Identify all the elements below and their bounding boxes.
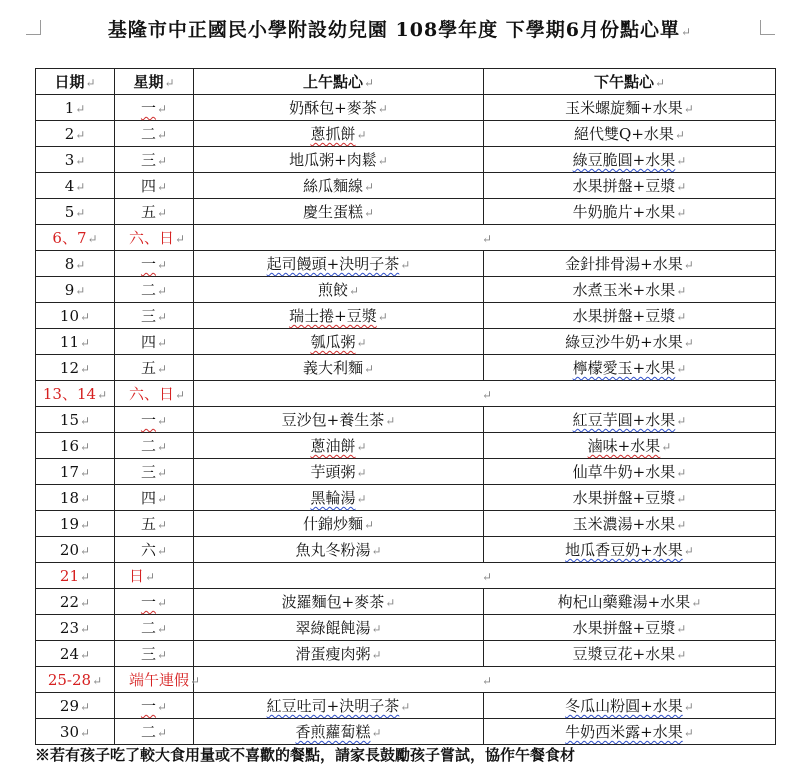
paragraph-mark-icon: ↵: [156, 206, 168, 220]
cell-weekday: 一↵: [115, 407, 194, 433]
cell-morning-snack: 波羅麵包+麥茶↵: [194, 589, 484, 615]
paragraph-mark-icon: ↵: [156, 726, 168, 740]
holiday-row: [36, 667, 776, 693]
paragraph-mark-icon: ↵: [80, 439, 91, 454]
table-row: [36, 199, 776, 225]
cell-weekday: 一↵: [115, 95, 194, 121]
paragraph-mark-icon: ↵: [156, 700, 168, 714]
cell-morning-snack: 瓠瓜粥↵: [194, 329, 484, 355]
paragraph-mark-icon: ↵: [348, 284, 360, 298]
cell-weekday: 三↵: [115, 641, 194, 667]
paragraph-mark-icon: ↵: [676, 466, 687, 480]
paragraph-mark-icon: ↵: [156, 466, 168, 480]
paragraph-mark-icon: ↵: [75, 153, 86, 168]
cell-morning-snack: 魚丸冬粉湯↵: [194, 537, 484, 563]
cell-afternoon-snack: 豆漿豆花+水果↵: [484, 641, 776, 667]
paragraph-mark-icon: ↵: [674, 128, 685, 142]
cell-date: 29↵: [36, 693, 115, 719]
cell-afternoon-snack: 玉米濃湯+水果↵: [484, 511, 776, 537]
paragraph-mark-icon: ↵: [676, 362, 687, 376]
footer-note: ※若有孩子吃了較大食用量或不喜歡的餐點，請家長鼓勵孩子嘗試，協作午餐食材: [35, 744, 775, 765]
paragraph-mark-icon: ↵: [683, 336, 694, 350]
cell-morning-snack: 煎餃↵: [194, 277, 484, 303]
cell-date: 2↵: [36, 121, 115, 147]
cell-afternoon-snack: 玉米螺旋麵+水果↵: [484, 95, 776, 121]
cell-weekday: 二↵: [115, 277, 194, 303]
cell-morning-snack: 義大利麵↵: [194, 355, 484, 381]
cell-afternoon-snack: 絕代雙Q+水果↵: [484, 121, 776, 147]
cell-holiday-blank: [194, 667, 776, 693]
paragraph-mark-icon: ↵: [80, 335, 91, 350]
paragraph-mark-icon: ↵: [75, 179, 86, 194]
paragraph-mark-icon: ↵: [156, 622, 168, 636]
cell-morning-snack: 芋頭粥↵: [194, 459, 484, 485]
table-row: [36, 641, 776, 667]
table-row: [36, 303, 776, 329]
cell-date: 18↵: [36, 485, 115, 511]
paragraph-mark-icon: ↵: [80, 361, 91, 376]
paragraph-mark-icon: ↵: [80, 569, 91, 584]
table-row: [36, 511, 776, 537]
cell-holiday-blank: [194, 381, 776, 407]
paragraph-mark-icon: ↵: [691, 596, 702, 610]
paragraph-mark-icon: ↵: [363, 180, 375, 194]
header-date: 日期↵: [36, 69, 115, 95]
paragraph-mark-icon: ↵: [75, 127, 86, 142]
cell-afternoon-snack: 檸檬愛玉+水果↵: [484, 355, 776, 381]
cell-weekday: 日↵: [115, 563, 194, 589]
cell-date: 10↵: [36, 303, 115, 329]
paragraph-mark-icon: ↵: [175, 388, 186, 402]
cell-afternoon-snack: 綠豆沙牛奶+水果↵: [484, 329, 776, 355]
paragraph-mark-icon: ↵: [80, 621, 91, 636]
cell-date: 22↵: [36, 589, 115, 615]
cell-afternoon-snack: 枸杞山藥雞湯+水果↵: [484, 589, 776, 615]
cell-afternoon-snack: 牛奶西米露+水果↵: [484, 719, 776, 745]
paragraph-mark-icon: ↵: [156, 362, 168, 376]
paragraph-mark-icon: ↵: [482, 387, 493, 402]
cell-weekday: 二↵: [115, 615, 194, 641]
cell-morning-snack: 香煎蘿蔔糕↵: [194, 719, 484, 745]
cell-weekday: 三↵: [115, 147, 194, 173]
cell-date: 12↵: [36, 355, 115, 381]
cell-weekday: 二↵: [115, 719, 194, 745]
paragraph-mark-icon: ↵: [363, 518, 375, 532]
cell-morning-snack: 黑輪湯↵: [194, 485, 484, 511]
cell-weekday: 五↵: [115, 511, 194, 537]
paragraph-mark-icon: ↵: [683, 544, 694, 558]
cell-afternoon-snack: 紅豆芋圓+水果↵: [484, 407, 776, 433]
cell-weekday: 一↵: [115, 589, 194, 615]
cell-date: 17↵: [36, 459, 115, 485]
paragraph-mark-icon: ↵: [80, 465, 91, 480]
cell-date: 9↵: [36, 277, 115, 303]
holiday-row: [36, 381, 776, 407]
paragraph-mark-icon: ↵: [156, 440, 168, 454]
cell-weekday: 六、日↵: [115, 381, 194, 407]
paragraph-mark-icon: ↵: [676, 206, 687, 220]
paragraph-mark-icon: ↵: [80, 309, 91, 324]
paragraph-mark-icon: ↵: [676, 180, 687, 194]
paragraph-mark-icon: ↵: [156, 336, 168, 350]
paragraph-mark-icon: ↵: [676, 154, 687, 168]
paragraph-mark-icon: ↵: [75, 205, 86, 220]
cell-afternoon-snack: 水果拼盤+豆漿↵: [484, 303, 776, 329]
paragraph-mark-icon: ↵: [80, 491, 91, 506]
paragraph-mark-icon: ↵: [80, 725, 91, 740]
paragraph-mark-icon: ↵: [482, 231, 493, 246]
cell-morning-snack: 絲瓜麵線↵: [194, 173, 484, 199]
cell-weekday: 三↵: [115, 303, 194, 329]
paragraph-mark-icon: ↵: [661, 440, 672, 454]
cell-morning-snack: 翠綠餛飩湯↵: [194, 615, 484, 641]
paragraph-mark-icon: ↵: [87, 232, 98, 246]
paragraph-mark-icon: ↵: [156, 180, 168, 194]
paragraph-mark-icon: ↵: [156, 258, 168, 272]
cell-date: 15↵: [36, 407, 115, 433]
table-row: [36, 459, 776, 485]
cell-morning-snack: 滑蛋瘦肉粥↵: [194, 641, 484, 667]
paragraph-mark-icon: ↵: [676, 414, 687, 428]
paragraph-mark-icon: ↵: [190, 674, 201, 688]
cell-afternoon-snack: 仙草牛奶+水果↵: [484, 459, 776, 485]
paragraph-mark-icon: ↵: [676, 648, 687, 662]
paragraph-mark-icon: ↵: [97, 388, 108, 402]
paragraph-mark-icon: ↵: [156, 310, 168, 324]
cell-weekday: 六、日↵: [115, 225, 194, 251]
paragraph-mark-icon: ↵: [400, 258, 411, 272]
cell-weekday: 一↵: [115, 251, 194, 277]
table-row: [36, 719, 776, 745]
cell-date: 20↵: [36, 537, 115, 563]
cell-weekday: 二↵: [115, 121, 194, 147]
table-row: [36, 251, 776, 277]
cell-morning-snack: 蔥抓餅↵: [194, 121, 484, 147]
paragraph-mark-icon: ↵: [371, 726, 382, 740]
table-row: [36, 589, 776, 615]
cell-afternoon-snack: 冬瓜山粉圓+水果↵: [484, 693, 776, 719]
table-row: [36, 407, 776, 433]
paragraph-mark-icon: ↵: [356, 492, 367, 506]
table-row: [36, 121, 776, 147]
paragraph-mark-icon: ↵: [683, 102, 694, 116]
cell-morning-snack: 豆沙包+養生茶↵: [194, 407, 484, 433]
holiday-row: [36, 563, 776, 589]
paragraph-mark-icon: ↵: [676, 492, 687, 506]
paragraph-mark-icon: ↵: [356, 466, 367, 480]
cell-weekday: 四↵: [115, 485, 194, 511]
table-row: [36, 147, 776, 173]
table-row: [36, 693, 776, 719]
paragraph-mark-icon: ↵: [482, 569, 493, 584]
cell-date: 11↵: [36, 329, 115, 355]
cell-weekday: 五↵: [115, 199, 194, 225]
paragraph-mark-icon: ↵: [676, 284, 687, 298]
holiday-row: [36, 225, 776, 251]
paragraph-mark-icon: ↵: [156, 492, 168, 506]
paragraph-mark-icon: ↵: [75, 257, 86, 272]
cell-morning-snack: 起司饅頭+決明子茶↵: [194, 251, 484, 277]
paragraph-mark-icon: ↵: [371, 622, 382, 636]
table-row: [36, 537, 776, 563]
paragraph-mark-icon: ↵: [156, 518, 168, 532]
paragraph-mark-icon: ↵: [377, 102, 388, 116]
cell-morning-snack: 蔥油餅↵: [194, 433, 484, 459]
paragraph-mark-icon: ↵: [385, 414, 396, 428]
snack-menu-table: [35, 68, 776, 745]
paragraph-mark-icon: ↵: [156, 284, 168, 298]
cell-date: 24↵: [36, 641, 115, 667]
cell-weekday: 五↵: [115, 355, 194, 381]
cell-afternoon-snack: 水果拼盤+豆漿↵: [484, 173, 776, 199]
cell-afternoon-snack: 綠豆脆圓+水果↵: [484, 147, 776, 173]
paragraph-mark-icon: ↵: [676, 518, 687, 532]
paragraph-mark-icon: ↵: [363, 206, 375, 220]
paragraph-mark-icon: ↵: [377, 310, 388, 324]
header-weekday: 星期↵: [115, 69, 194, 95]
paragraph-mark-icon: ↵: [683, 258, 694, 272]
paragraph-mark-icon: ↵: [80, 413, 91, 428]
cell-morning-snack: 奶酥包+麥茶↵: [194, 95, 484, 121]
table-row: [36, 355, 776, 381]
paragraph-mark-icon: ↵: [80, 517, 91, 532]
document-title-text: 基隆市中正國民小學附設幼兒園 108學年度 下學期6月份點心單: [107, 19, 681, 41]
paragraph-mark-icon: ↵: [156, 544, 168, 558]
cell-date: 19↵: [36, 511, 115, 537]
paragraph-mark-icon: ↵: [80, 647, 91, 662]
cell-holiday-blank: [194, 563, 776, 589]
table-body: [36, 95, 776, 745]
cell-date: 5↵: [36, 199, 115, 225]
paragraph-mark-icon: ↵: [156, 154, 168, 168]
cell-morning-snack: 什錦炒麵↵: [194, 511, 484, 537]
cell-afternoon-snack: 金針排骨湯+水果↵: [484, 251, 776, 277]
paragraph-mark-icon: ↵: [676, 622, 687, 636]
cell-afternoon-snack: 水煮玉米+水果↵: [484, 277, 776, 303]
paragraph-mark-icon: ↵: [156, 596, 168, 610]
table-row: [36, 485, 776, 511]
paragraph-mark-icon: ↵: [683, 700, 694, 714]
cell-date: 25-28↵: [36, 667, 115, 693]
paragraph-mark-icon: ↵: [75, 101, 86, 116]
cell-morning-snack: 瑞士捲+豆漿↵: [194, 303, 484, 329]
cell-date: 21↵: [36, 563, 115, 589]
paragraph-mark-icon: ↵: [356, 440, 367, 454]
cell-afternoon-snack: 水果拼盤+豆漿↵: [484, 615, 776, 641]
paragraph-mark-icon: ↵: [681, 25, 693, 39]
cell-holiday-blank: [194, 225, 776, 251]
cell-afternoon-snack: 牛奶脆片+水果↵: [484, 199, 776, 225]
cell-afternoon-snack: 滷味+水果↵: [484, 433, 776, 459]
cell-date: 4↵: [36, 173, 115, 199]
cell-weekday: 一↵: [115, 693, 194, 719]
paragraph-mark-icon: ↵: [156, 648, 168, 662]
table-row: [36, 173, 776, 199]
paragraph-mark-icon: ↵: [80, 699, 91, 714]
cell-date: 13、14↵: [36, 381, 115, 407]
paragraph-mark-icon: ↵: [80, 595, 91, 610]
paragraph-mark-icon: ↵: [371, 544, 382, 558]
paragraph-mark-icon: ↵: [75, 283, 86, 298]
cell-weekday: 六↵: [115, 537, 194, 563]
paragraph-mark-icon: ↵: [156, 128, 168, 142]
cell-weekday: 三↵: [115, 459, 194, 485]
cell-date: 6、7↵: [36, 225, 115, 251]
table-row: [36, 615, 776, 641]
header-morning-snack: 上午點心↵: [194, 69, 484, 95]
cell-date: 8↵: [36, 251, 115, 277]
paragraph-mark-icon: ↵: [482, 673, 493, 688]
cell-morning-snack: 慶生蛋糕↵: [194, 199, 484, 225]
cell-date: 16↵: [36, 433, 115, 459]
table-row: [36, 329, 776, 355]
cell-date: 30↵: [36, 719, 115, 745]
paragraph-mark-icon: ↵: [377, 154, 388, 168]
paragraph-mark-icon: ↵: [156, 414, 168, 428]
cell-weekday: 四↵: [115, 173, 194, 199]
cell-morning-snack: 紅豆吐司+決明子茶↵: [194, 693, 484, 719]
paragraph-mark-icon: ↵: [92, 673, 103, 688]
paragraph-mark-icon: ↵: [363, 362, 375, 376]
cell-afternoon-snack: 水果拼盤+豆漿↵: [484, 485, 776, 511]
paragraph-mark-icon: ↵: [683, 726, 694, 740]
paragraph-mark-icon: ↵: [371, 648, 382, 662]
cell-date: 3↵: [36, 147, 115, 173]
cell-date: 1↵: [36, 95, 115, 121]
table-header-row: [36, 69, 776, 95]
paragraph-mark-icon: ↵: [156, 102, 168, 116]
table-row: [36, 433, 776, 459]
table-row: [36, 95, 776, 121]
cell-weekday: 端午連假↵: [115, 667, 194, 693]
cell-weekday: 四↵: [115, 329, 194, 355]
cell-morning-snack: 地瓜粥+肉鬆↵: [194, 147, 484, 173]
document-title: [0, 14, 800, 46]
header-afternoon-snack: 下午點心↵: [484, 69, 776, 95]
paragraph-mark-icon: ↵: [676, 310, 687, 324]
cell-afternoon-snack: 地瓜香豆奶+水果↵: [484, 537, 776, 563]
table-row: [36, 277, 776, 303]
paragraph-mark-icon: ↵: [175, 232, 186, 246]
paragraph-mark-icon: ↵: [385, 596, 396, 610]
cell-weekday: 二↵: [115, 433, 194, 459]
paragraph-mark-icon: ↵: [400, 700, 411, 714]
cell-date: 23↵: [36, 615, 115, 641]
paragraph-mark-icon: ↵: [356, 128, 367, 142]
paragraph-mark-icon: ↵: [145, 570, 156, 584]
paragraph-mark-icon: ↵: [80, 543, 91, 558]
paragraph-mark-icon: ↵: [356, 336, 367, 350]
